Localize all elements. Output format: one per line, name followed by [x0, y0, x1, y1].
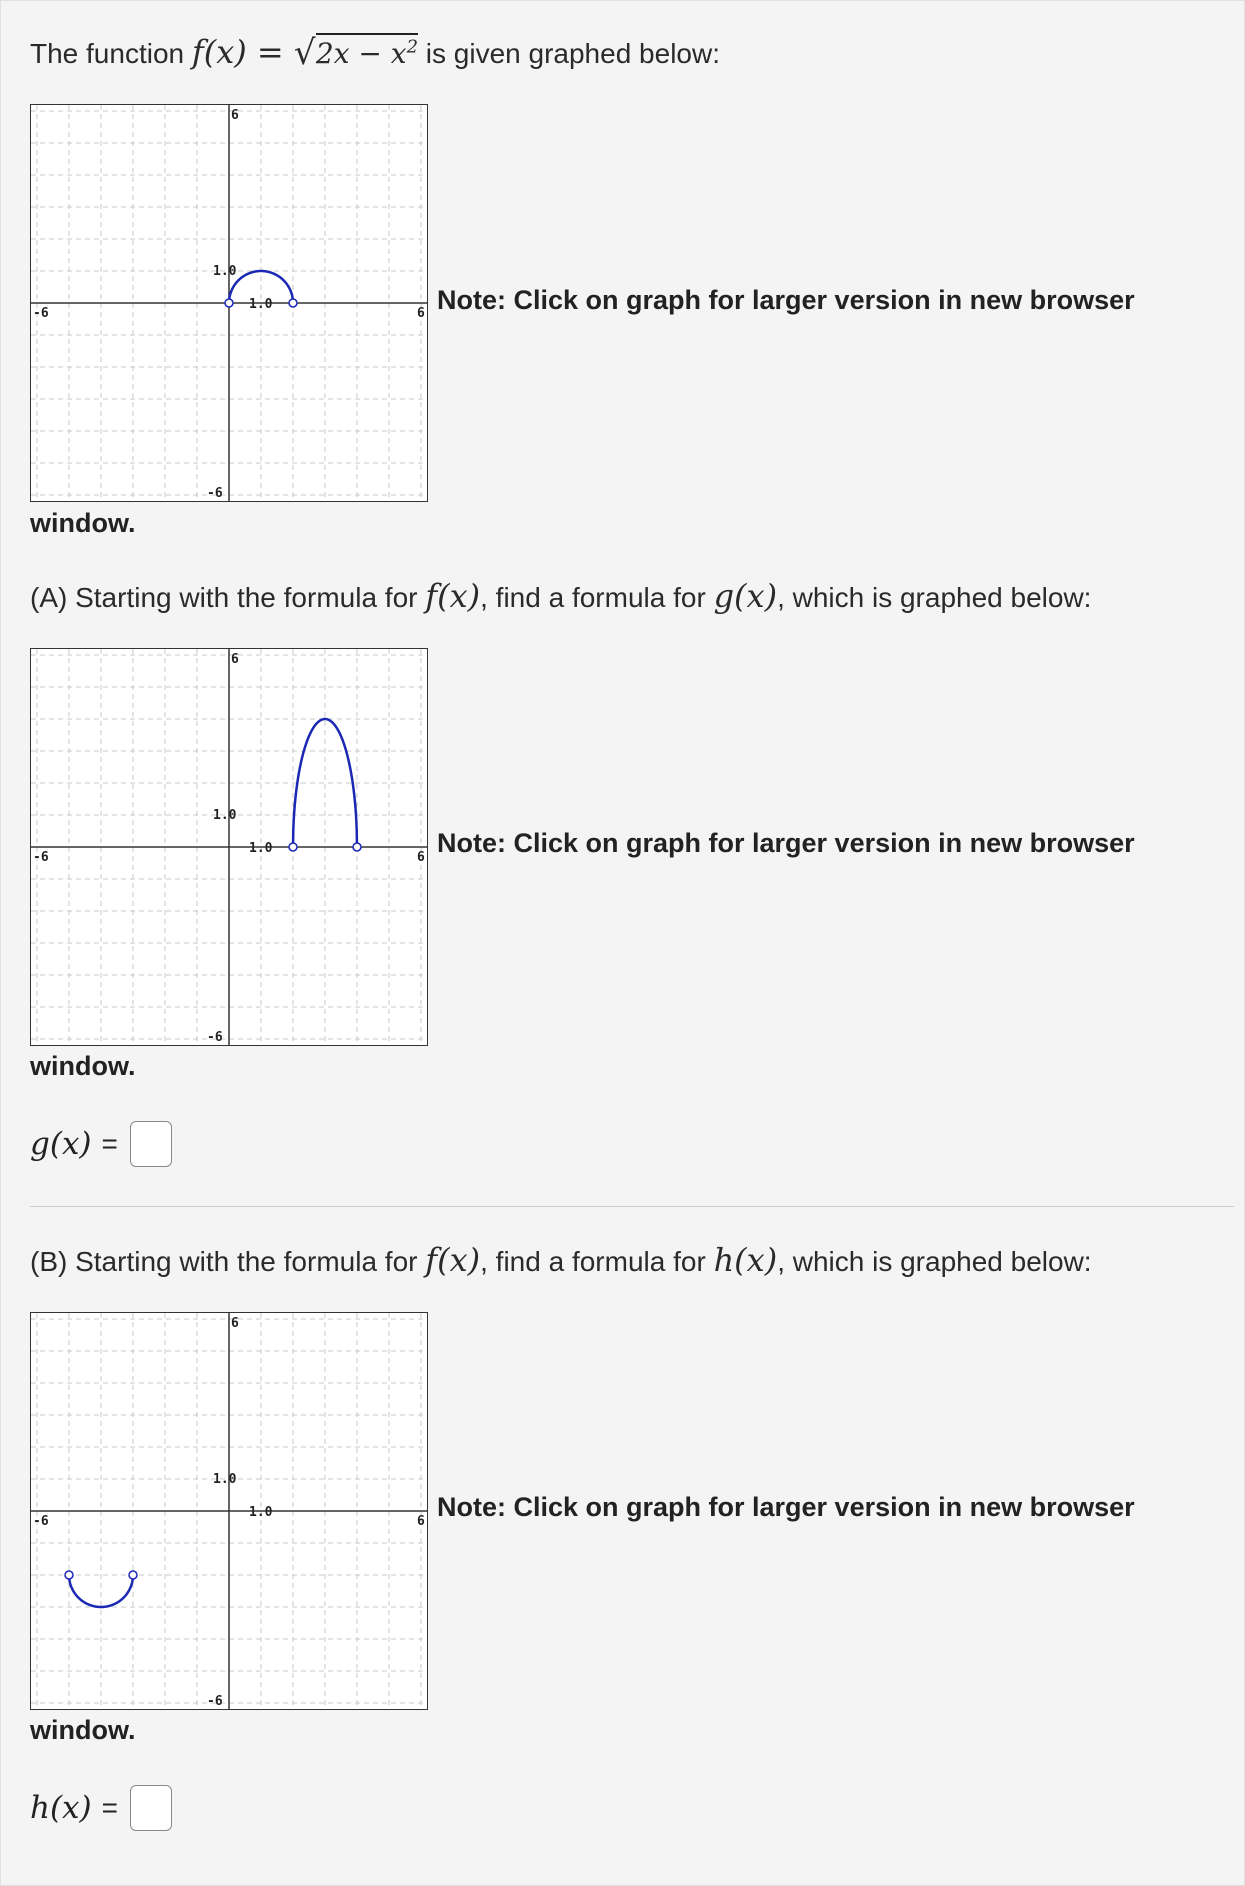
- open-endpoint: [65, 1571, 73, 1579]
- y-max-label: 6: [231, 652, 239, 667]
- window-label-h: window.: [30, 1715, 136, 1745]
- part-b-mid: , find a formula for: [480, 1246, 714, 1277]
- answer-row-h: [30, 1785, 172, 1831]
- y-min-label: -6: [207, 486, 223, 501]
- radicand-exponent: 2: [406, 36, 419, 58]
- y-min-label: -6: [207, 1694, 223, 1709]
- x-min-label: -6: [33, 306, 49, 321]
- open-endpoint: [353, 843, 361, 851]
- answer-equals-g: =: [101, 1128, 118, 1159]
- graph-svg: [31, 105, 427, 501]
- y-max-label: 6: [231, 1316, 239, 1331]
- part-a-suffix: , which is graphed below:: [777, 582, 1092, 613]
- x-max-label: 6: [417, 850, 425, 865]
- f-of-x: f(x): [191, 33, 247, 71]
- graph-note-g[interactable]: Note: Click on graph for larger version in new browser: [437, 828, 1135, 858]
- x-unit-label: 1.0: [249, 1505, 273, 1520]
- y-min-label: -6: [207, 1030, 223, 1045]
- part-a-prompt: [30, 577, 1091, 615]
- intro-text: [30, 33, 720, 71]
- graph-note-h[interactable]: Note: Click on graph for larger version in new browser: [437, 1492, 1135, 1522]
- answer-label-g: g(x): [30, 1126, 92, 1162]
- open-endpoint: [129, 1571, 137, 1579]
- answer-input-h[interactable]: [130, 1785, 172, 1831]
- graph-g[interactable]: [30, 648, 428, 1046]
- y-max-label: 6: [231, 108, 239, 123]
- answer-row-g: [30, 1121, 172, 1167]
- part-a-f: f(x): [425, 577, 481, 615]
- answer-input-g[interactable]: [130, 1121, 172, 1167]
- part-a-mid: , find a formula for: [480, 582, 714, 613]
- x-unit-label: 1.0: [249, 297, 273, 312]
- x-min-label: -6: [33, 850, 49, 865]
- x-max-label: 6: [417, 306, 425, 321]
- window-label-g: window.: [30, 1051, 136, 1081]
- part-b-h: h(x): [713, 1241, 778, 1279]
- x-min-label: -6: [33, 1514, 49, 1529]
- window-label-f: window.: [30, 508, 136, 538]
- open-endpoint: [289, 299, 297, 307]
- answer-equals-h: =: [101, 1792, 118, 1823]
- open-endpoint: [225, 299, 233, 307]
- intro-prefix: The function: [30, 38, 192, 69]
- part-b-prompt: [30, 1241, 1092, 1279]
- radicand: 2x − x: [315, 37, 407, 70]
- part-a-prefix: (A) Starting with the formula for: [30, 582, 426, 613]
- y-unit-label: 1.0: [213, 264, 237, 279]
- graph-svg: [31, 649, 427, 1045]
- part-a-g: g(x): [713, 577, 778, 615]
- y-unit-label: 1.0: [213, 1472, 237, 1487]
- equals-sign: =: [246, 33, 294, 71]
- x-max-label: 6: [417, 1514, 425, 1529]
- divider: [30, 1206, 1234, 1207]
- part-b-f: f(x): [425, 1241, 481, 1279]
- graph-svg: [31, 1313, 427, 1709]
- x-unit-label: 1.0: [249, 841, 273, 856]
- part-b-suffix: , which is graphed below:: [777, 1246, 1092, 1277]
- graph-h[interactable]: [30, 1312, 428, 1710]
- graph-note-f[interactable]: Note: Click on graph for larger version in new browser: [437, 285, 1135, 315]
- y-unit-label: 1.0: [213, 808, 237, 823]
- sqrt-expression: [293, 32, 419, 73]
- answer-label-h: h(x): [30, 1790, 92, 1826]
- sqrt-icon: √: [293, 32, 316, 73]
- graph-f[interactable]: [30, 104, 428, 502]
- part-b-prefix: (B) Starting with the formula for: [30, 1246, 426, 1277]
- open-endpoint: [289, 843, 297, 851]
- intro-suffix: is given graphed below:: [418, 38, 720, 69]
